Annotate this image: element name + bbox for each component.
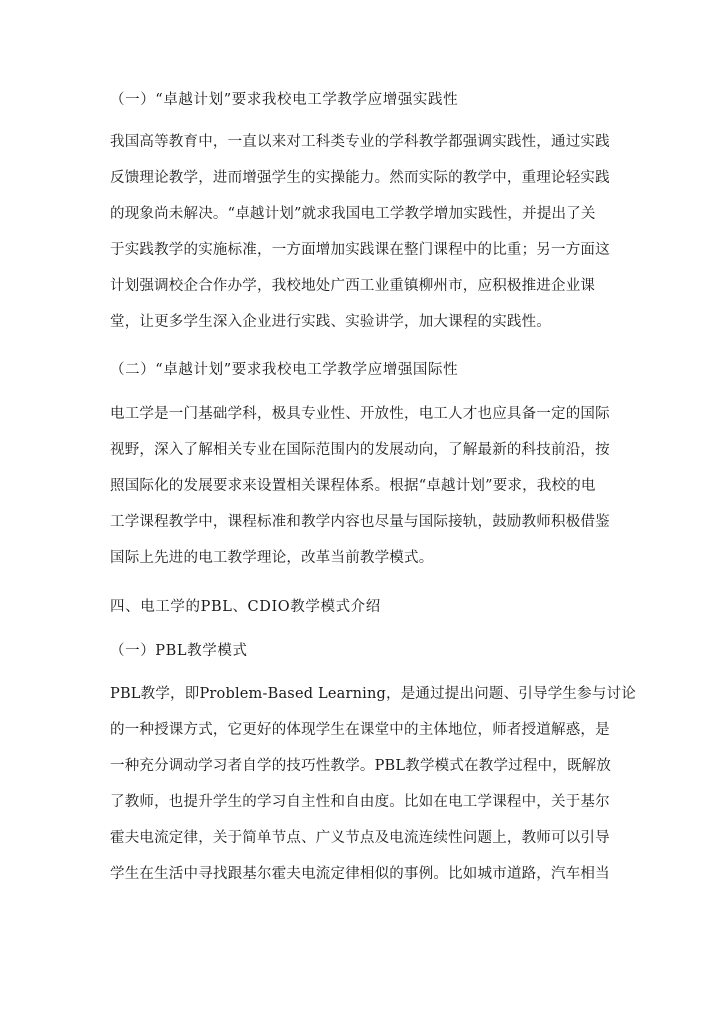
paragraph-line: 的一种授课方式，它更好的体现学生在课堂中的主体地位，师者授道解惑，是 [110,722,610,738]
paragraph-line: 学生在生活中寻找跟基尔霍夫电流定律相似的事例。比如城市道路，汽车相当 [110,866,610,882]
section-heading: （一）“卓越计划”要求我校电工学教学应增强实践性 [110,92,459,108]
paragraph-line: 工学课程教学中，课程标准和教学内容也尽量与国际接轨，鼓励教师积极借鉴 [110,514,610,530]
section-heading: （二）“卓越计划”要求我校电工学教学应增强国际性 [110,362,459,378]
paragraph-line: 堂，让更多学生深入企业进行实践、实验讲学，加大课程的实践性。 [110,314,551,330]
paragraph-line: 反馈理论教学，进而增强学生的实操能力。然而实际的教学中，重理论轻实践 [110,170,610,186]
paragraph-line: 于实践教学的实施标准，一方面增加实践课在整门课程中的比重；另一方面这 [110,242,610,258]
paragraph-line: 我国高等教育中，一直以来对工科类专业的学科教学都强调实践性，通过实践 [110,134,610,150]
paragraph-line: 视野，深入了解相关专业在国际范围内的发展动向，了解最新的科技前沿，按 [110,442,610,458]
paragraph-line: 电工学是一门基础学科，极具专业性、开放性，电工人才也应具备一定的国际 [110,406,610,422]
paragraph-line: 霍夫电流定律，关于简单节点、广义节点及电流连续性问题上，教师可以引导 [110,830,610,846]
paragraph-line: 的现象尚未解决。“卓越计划”就求我国电工学教学增加实践性，并提出了关 [110,206,596,222]
paragraph-line: 了教师，也提升学生的学习自主性和自由度。比如在电工学课程中，关于基尔 [110,794,610,810]
paragraph-line: PBL教学，即Problem-Based Learning，是通过提出问题、引导学生参与讨论 [110,686,636,702]
paragraph-line: 照国际化的发展要求来设置相关课程体系。根据“卓越计划”要求，我校的电 [110,478,596,494]
paragraph-line: 一种充分调动学习者自学的技巧性教学。PBL教学模式在教学过程中，既解放 [110,758,612,774]
paragraph-line: 计划强调校企合作办学，我校地处广西工业重镇柳州市，应积极推进企业课 [110,278,596,294]
section-heading: （一）PBL教学模式 [110,643,248,659]
chapter-heading: 四、电工学的PBL、CDIO教学模式介绍 [110,599,381,615]
paragraph-line: 国际上先进的电工教学理论，改革当前教学模式。 [110,550,434,566]
